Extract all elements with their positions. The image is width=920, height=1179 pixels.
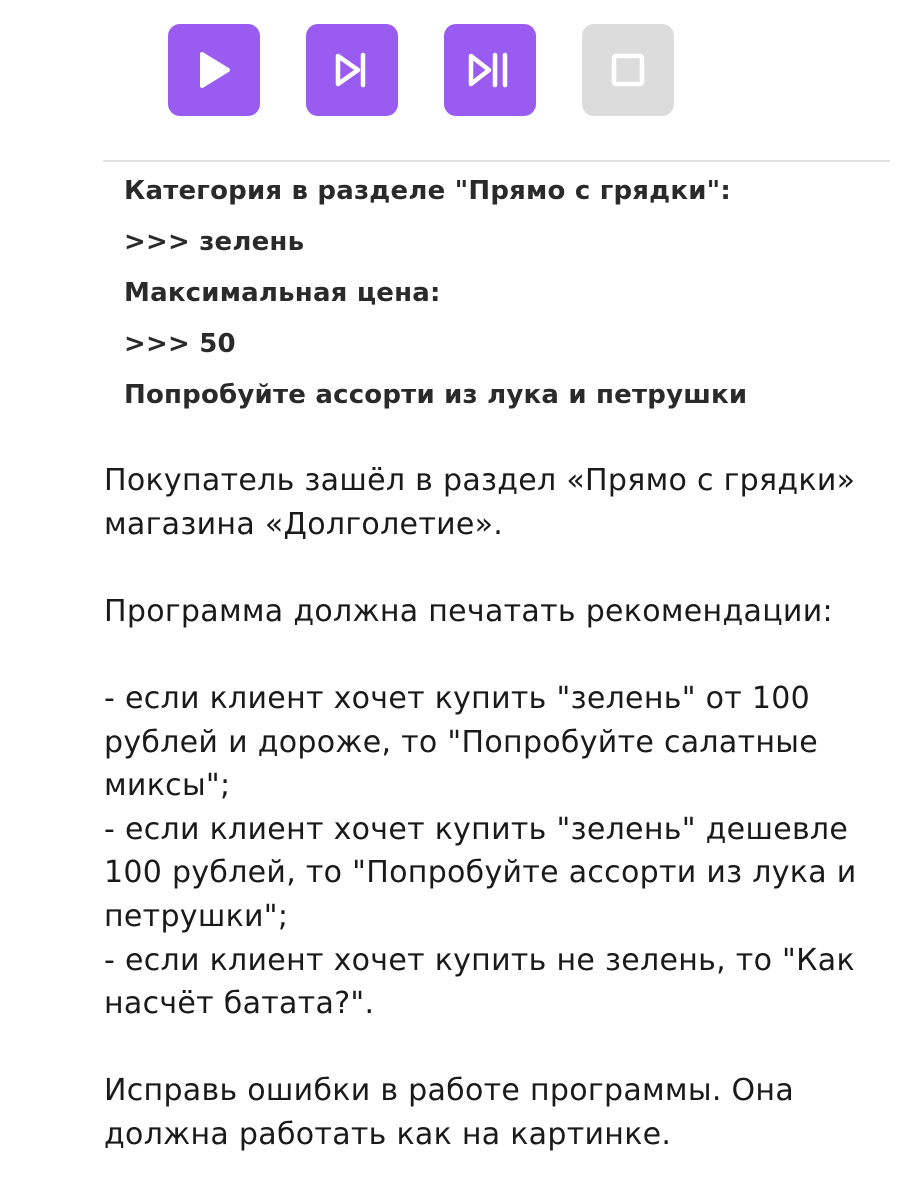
step-pause-icon <box>466 48 514 92</box>
run-button[interactable] <box>168 24 260 116</box>
divider <box>103 160 890 162</box>
console-line: Максимальная цена: <box>124 278 441 308</box>
play-icon <box>192 48 236 92</box>
task-rules: - если клиент хочет купить "зелень" от 100 рублей и дороже, то "Попробуйте салатные миксы"; - если клиент хочет купить "зелень" дешевле 100 рублей, то "Попробуйте ассорти из лука и петрушки"; - если клиент хочет купить не зелень, то "Как насчёт батата?". <box>104 680 857 1022</box>
console-line: Попробуйте ассорти из лука и петрушки <box>124 380 748 410</box>
console-line: >>> зелень <box>124 227 305 257</box>
console-line: >>> 50 <box>124 329 236 359</box>
stop-icon <box>606 48 650 92</box>
step-button[interactable] <box>306 24 398 116</box>
step-pause-button[interactable] <box>444 24 536 116</box>
task-instruction: Исправь ошибки в работе программы. Она должна работать как на картинке. <box>104 1073 795 1152</box>
stop-button[interactable] <box>582 24 674 116</box>
task-description <box>104 459 904 1157</box>
console-line: Категория в разделе "Прямо с грядки": <box>124 176 731 206</box>
task-intro: Покупатель зашёл в раздел «Прямо с грядки» магазина «Долголетие». <box>104 463 856 542</box>
step-icon <box>330 48 374 92</box>
console-output <box>124 166 884 421</box>
task-requirement: Программа должна печатать рекомендации: <box>104 593 833 629</box>
run-toolbar <box>168 24 674 116</box>
